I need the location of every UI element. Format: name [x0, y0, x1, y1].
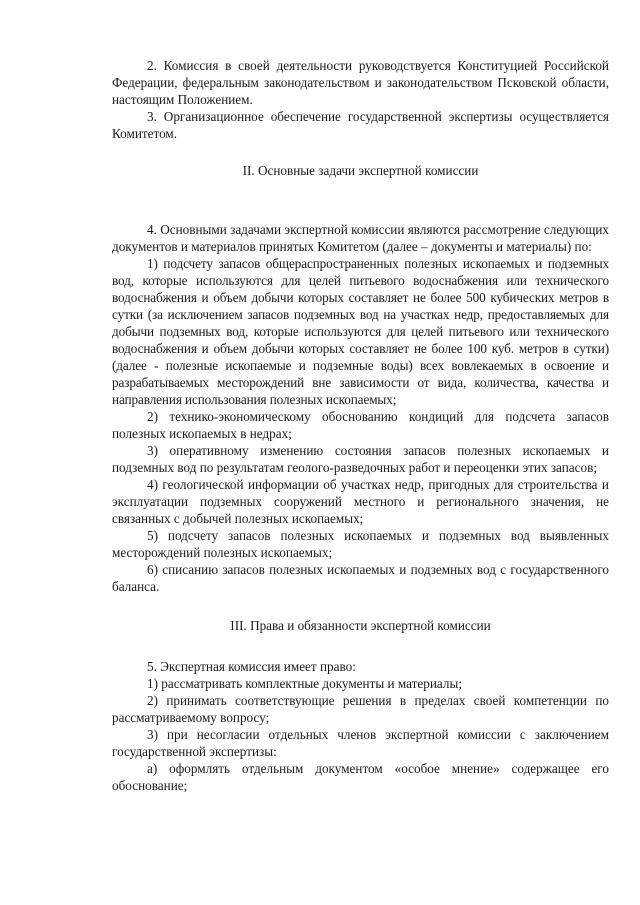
right-item-1: 1) рассматривать комплектные документы и материалы;	[147, 676, 462, 691]
list-item-1: 1) подсчету запасов общераспространенных полезных ископаемых и подземных вод, которые используются для целей питьевого водоснабжения или технического водоснабжения и объем добычи которых составляет не более 500 кубических метров в сутки (за исключением запасов подземных вод на участках недр, предоставляемых для добычи подземных вод, которые используются для целей питьевого или технического водоснабжения и объем добычи которых составляет не более 100 куб. метров в сутки) (далее - полезные ископаемые и подземные воды) всех вовлекаемых в освоение и разрабатываемых месторождений вне зависимости от вида, количества, качества и направления использования полезных ископаемых;	[112, 256, 609, 407]
right-item-3: 3) при несогласии отдельных членов экспертной комиссии с заключением государственной экспертизы:	[112, 727, 609, 759]
paragraph-4: 4. Основными задачами экспертной комиссии являются рассмотрение следующих документов и материалов принятых Комитетом (далее – документы и материалы) по:	[112, 222, 609, 254]
section-heading-3: III. Права и обязанности экспертной комиссии	[230, 618, 491, 633]
list-item-2: 2) технико-экономическому обоснованию кондиций для подсчета запасов полезных ископаемых в недрах;	[112, 409, 609, 441]
paragraph-2: 2. Комиссия в своей деятельности руководствуется Конституцией Российской Федерации, федеральным законодательством и законодательством Псковской области, настоящим Положением.	[112, 58, 609, 107]
section-heading-2: II. Основные задачи экспертной комиссии	[242, 163, 479, 178]
document-body	[112, 57, 609, 794]
list-item-3: 3) оперативному изменению состояния запасов полезных ископаемых и подземных вод по результатам геолого-разведочных работ и переоценки этих запасов;	[112, 443, 609, 475]
paragraph-3: 3. Организационное обеспечение государственной экспертизы осуществляется Комитетом.	[112, 109, 609, 141]
sub-item-a: а) оформлять отдельным документом «особое мнение» содержащее его обоснование;	[112, 761, 609, 793]
list-item-5: 5) подсчету запасов полезных ископаемых и подземных вод выявленных месторождений полезных ископаемых;	[112, 528, 609, 560]
list-item-6: 6) списанию запасов полезных ископаемых и подземных вод с государственного баланса.	[112, 562, 609, 594]
right-item-2: 2) принимать соответствующие решения в пределах своей компетенции по рассматриваемому вопросу;	[112, 693, 609, 725]
list-item-4: 4) геологической информации об участках недр, пригодных для строительства и эксплуатации подземных сооружений местного и регионального значения, не связанных с добычей полезных ископаемых;	[112, 477, 609, 526]
paragraph-5: 5. Экспертная комиссия имеет право:	[147, 659, 356, 674]
